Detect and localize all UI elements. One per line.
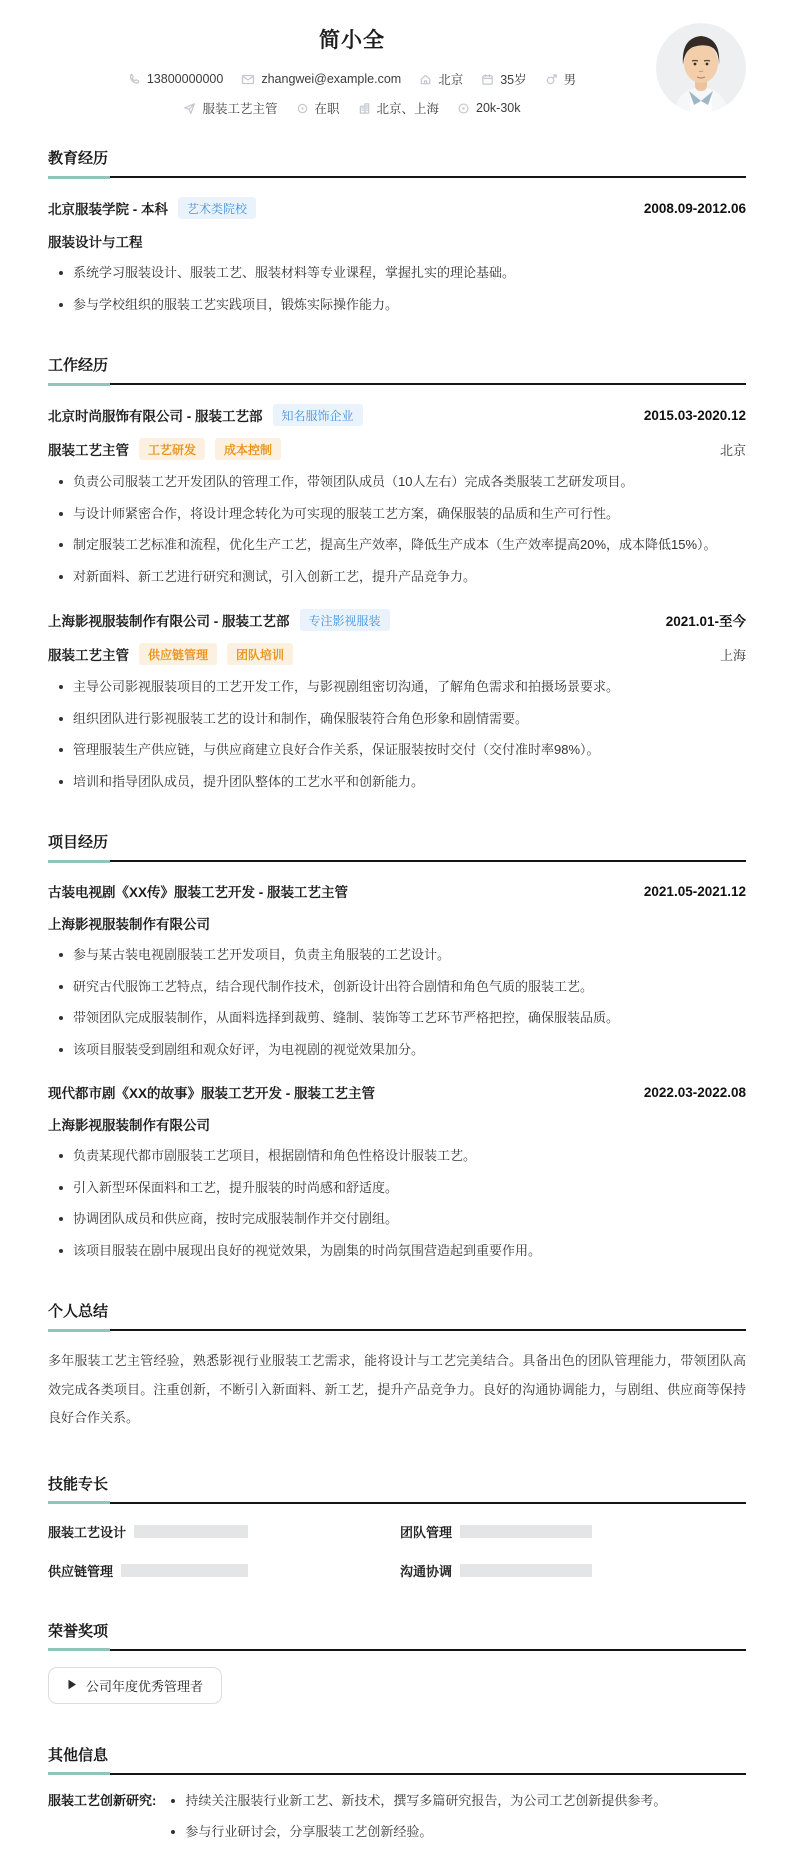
salary-item bbox=[457, 101, 520, 115]
list-item: 负责公司服装工艺开发团队的管理工作，带领团队成员（10人左右）完成各类服装工艺研发项目。 bbox=[48, 472, 746, 492]
work-entry-2 bbox=[48, 609, 746, 791]
work-bullets bbox=[48, 472, 746, 586]
building-icon bbox=[358, 102, 371, 115]
list-item: 持续关注服装行业新工艺、新技术，撰写多篇研究报告，为公司工艺创新提供参考。 bbox=[160, 1791, 746, 1811]
job-status-text: 在职 bbox=[314, 102, 340, 116]
location-item bbox=[419, 70, 463, 88]
salary-text: 20k-30k bbox=[476, 101, 521, 115]
section-title-honors: 荣誉奖项 bbox=[48, 1620, 746, 1651]
job-tag: 供应链管理 bbox=[139, 643, 217, 665]
honor-award-label: 公司年度优秀管理者 bbox=[86, 1678, 204, 1694]
section-other bbox=[48, 1744, 746, 1842]
skill-name: 服装工艺设计 bbox=[48, 1524, 127, 1540]
list-item: 该项目服装受到剧组和观众好评，为电视剧的视觉效果加分。 bbox=[48, 1040, 746, 1060]
job-role: 服装工艺主管 bbox=[48, 648, 129, 663]
skill-name: 团队管理 bbox=[400, 1524, 453, 1540]
job-tag: 团队培训 bbox=[227, 643, 293, 665]
job-intention-text: 服装工艺主管 bbox=[202, 102, 278, 116]
project-date: 2021.05-2021.12 bbox=[643, 883, 746, 899]
list-item: 该项目服装在剧中展现出良好的视觉效果，为剧集的时尚氛围营造起到重要作用。 bbox=[48, 1241, 746, 1261]
company-name: 上海影视服装制作有限公司 - 服装工艺部 bbox=[48, 614, 290, 629]
school-badge: 艺术类院校 bbox=[178, 197, 256, 219]
list-item: 与设计师紧密合作，将设计理念转化为可实现的服装工艺方案，确保服装的品质和生产可行性。 bbox=[48, 504, 746, 524]
section-work bbox=[48, 354, 746, 791]
summary-text: 多年服装工艺主管经验，熟悉影视行业服装工艺需求，能将设计与工艺完美结合。具备出色的团队管理能力，带领团队高效完成各类项目。注重创新，不断引入新面料、新工艺，提升产品竞争力。良好的沟通协调能力，与剧组、供应商等保持良好合作关系。 bbox=[48, 1353, 746, 1426]
job-intention-item bbox=[183, 99, 277, 117]
project-name: 现代都市剧《XX的故事》服装工艺开发 - 服装工艺主管 bbox=[48, 1086, 376, 1101]
work-date: 2015.03-2020.12 bbox=[643, 407, 746, 423]
list-item: 研究古代服饰工艺特点，结合现代制作技术，创新设计出符合剧情和角色气质的服装工艺。 bbox=[48, 977, 746, 997]
list-item: 主导公司影视服装项目的工艺开发工作，与影视剧组密切沟通，了解角色需求和拍摄场景要求。 bbox=[48, 677, 746, 697]
email-icon bbox=[241, 73, 255, 86]
avatar bbox=[656, 23, 746, 113]
email-item bbox=[241, 72, 401, 86]
cities-text: 北京、上海 bbox=[376, 102, 440, 116]
cities-item bbox=[358, 99, 440, 117]
list-item: 参与行业研讨会，分享服装工艺创新经验。 bbox=[160, 1822, 746, 1842]
other-info-row bbox=[48, 1791, 746, 1842]
list-item: 参与学校组织的服装工艺实践项目，锻炼实际操作能力。 bbox=[48, 295, 746, 315]
work-entry-1 bbox=[48, 404, 746, 586]
play-icon bbox=[67, 1678, 77, 1693]
status-circle-icon bbox=[296, 102, 309, 115]
gender-item bbox=[545, 70, 577, 88]
skill-item bbox=[400, 1561, 592, 1580]
section-education bbox=[48, 147, 746, 314]
skill-name: 供应链管理 bbox=[48, 1563, 114, 1579]
list-item: 管理服装生产供应链，与供应商建立良好合作关系，保证服装按时交付（交付准时率98%）。 bbox=[48, 740, 746, 760]
section-honors bbox=[48, 1620, 746, 1704]
education-entry bbox=[48, 197, 746, 314]
skill-bar bbox=[121, 1564, 248, 1577]
list-item: 带领团队完成服装制作，从面料选择到裁剪、缝制、装饰等工艺环节严格把控，确保服装品质。 bbox=[48, 1008, 746, 1028]
job-location: 上海 bbox=[719, 647, 746, 663]
project-entry-2 bbox=[48, 1082, 746, 1260]
resume-header bbox=[48, 20, 746, 117]
company-badge: 专注影视服装 bbox=[300, 609, 390, 631]
company-badge: 知名服饰企业 bbox=[273, 404, 363, 426]
coin-icon bbox=[457, 102, 470, 115]
list-item: 参与某古装电视剧服装工艺开发项目，负责主角服装的工艺设计。 bbox=[48, 945, 746, 965]
project-company: 上海影视服装制作有限公司 bbox=[48, 917, 210, 932]
skill-item bbox=[48, 1522, 248, 1541]
section-title-work: 工作经历 bbox=[48, 354, 746, 385]
header-info bbox=[48, 20, 656, 117]
job-tag: 工艺研发 bbox=[139, 438, 205, 460]
age-item bbox=[481, 70, 526, 88]
project-name: 古装电视剧《XX传》服装工艺开发 - 服装工艺主管 bbox=[48, 885, 349, 900]
work-date: 2021.01-至今 bbox=[665, 614, 746, 629]
project-date: 2022.03-2022.08 bbox=[643, 1084, 746, 1100]
other-bullets bbox=[160, 1791, 746, 1842]
project-bullets bbox=[48, 945, 746, 1059]
list-item: 对新面料、新工艺进行研究和测试，引入创新工艺，提升产品竞争力。 bbox=[48, 567, 746, 587]
gender-icon bbox=[545, 73, 558, 86]
section-projects bbox=[48, 831, 746, 1260]
job-tag: 成本控制 bbox=[215, 438, 281, 460]
job-status-item bbox=[296, 99, 340, 117]
skill-name: 沟通协调 bbox=[400, 1563, 453, 1579]
section-skills bbox=[48, 1473, 746, 1580]
other-info-label: 服装工艺创新研究: bbox=[48, 1792, 157, 1808]
contact-row-2 bbox=[183, 99, 520, 117]
skill-item bbox=[400, 1522, 592, 1541]
contact-row-1 bbox=[128, 70, 576, 88]
list-item: 协调团队成员和供应商，按时完成服装制作并交付剧组。 bbox=[48, 1209, 746, 1229]
project-bullets bbox=[48, 1146, 746, 1260]
phone-item bbox=[128, 72, 223, 86]
section-title-projects: 项目经历 bbox=[48, 831, 746, 862]
honor-award-button[interactable] bbox=[48, 1667, 222, 1704]
company-name: 北京时尚服饰有限公司 - 服装工艺部 bbox=[48, 409, 263, 424]
email-text: zhangwei@example.com bbox=[261, 72, 402, 86]
skill-bar bbox=[460, 1525, 592, 1538]
skill-bar bbox=[460, 1564, 592, 1577]
project-entry-1 bbox=[48, 881, 746, 1059]
major-name: 服装设计与工程 bbox=[48, 235, 143, 250]
education-bullets bbox=[48, 263, 746, 314]
project-company: 上海影视服装制作有限公司 bbox=[48, 1118, 210, 1133]
school-name: 北京服装学院 - 本科 bbox=[48, 202, 168, 217]
job-location: 北京 bbox=[719, 442, 746, 458]
age-text: 35岁 bbox=[500, 73, 527, 87]
paper-plane-icon bbox=[183, 102, 196, 115]
list-item: 引入新型环保面料和工艺，提升服装的时尚感和舒适度。 bbox=[48, 1178, 746, 1198]
gender-text: 男 bbox=[563, 73, 577, 87]
list-item: 负责某现代都市剧服装工艺项目，根据剧情和角色性格设计服装工艺。 bbox=[48, 1146, 746, 1166]
list-item: 制定服装工艺标准和流程，优化生产工艺，提高生产效率，降低生产成本（生产效率提高20%，成本降低15%）。 bbox=[48, 535, 746, 555]
section-summary bbox=[48, 1300, 746, 1433]
skill-item bbox=[48, 1561, 248, 1580]
phone-number: 13800000000 bbox=[146, 72, 224, 86]
section-title-summary: 个人总结 bbox=[48, 1300, 746, 1331]
education-date: 2008.09-2012.06 bbox=[643, 200, 746, 216]
section-title-other: 其他信息 bbox=[48, 1744, 746, 1775]
home-icon bbox=[419, 73, 432, 86]
skills-grid bbox=[48, 1522, 746, 1580]
section-title-skills: 技能专长 bbox=[48, 1473, 746, 1504]
skill-bar bbox=[134, 1525, 248, 1538]
list-item: 培训和指导团队成员，提升团队整体的工艺水平和创新能力。 bbox=[48, 772, 746, 792]
job-role: 服装工艺主管 bbox=[48, 443, 129, 458]
phone-icon bbox=[128, 73, 141, 86]
candidate-name: 简小全 bbox=[319, 29, 385, 52]
section-title-education: 教育经历 bbox=[48, 147, 746, 178]
calendar-icon bbox=[481, 73, 494, 86]
location-text: 北京 bbox=[438, 73, 464, 87]
list-item: 组织团队进行影视服装工艺的设计和制作，确保服装符合角色形象和剧情需要。 bbox=[48, 709, 746, 729]
work-bullets bbox=[48, 677, 746, 791]
list-item: 系统学习服装设计、服装工艺、服装材料等专业课程，掌握扎实的理论基础。 bbox=[48, 263, 746, 283]
